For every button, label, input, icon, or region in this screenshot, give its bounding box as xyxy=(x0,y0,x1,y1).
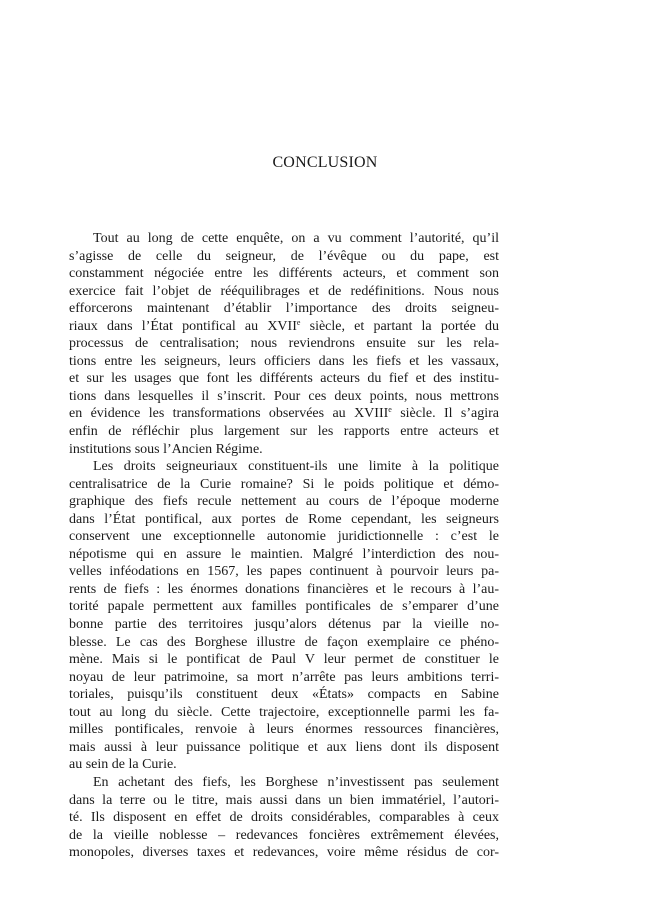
text-line: au sein de la Curie. xyxy=(69,757,177,773)
text-line: en évidence les transformations observées au XVIIIe siècle. Il s’agira xyxy=(69,405,499,422)
text-line: dans l’État pontifical, aux portes de Rome cependant, les seigneurs xyxy=(69,511,499,527)
text-line: Les droits seigneuriaux constituent-ils une limite à la politique xyxy=(93,459,499,475)
paragraph xyxy=(69,230,499,458)
text-line: tions dans lesquelles il s’inscrit. Pour ces deux points, nous mettrons xyxy=(69,388,499,404)
text-line: de la vieille noblesse – redevances foncières extrêmement élevées, xyxy=(69,827,499,843)
text-line: s’agisse de celle du seigneur, de l’évêque ou du pape, est xyxy=(69,248,499,264)
text-line: monopoles, diverses taxes et redevances, voire même résidus de cor- xyxy=(69,845,499,861)
text-line: noyau de leur patrimoine, sa mort n’arrête pas leurs ambitions terri- xyxy=(69,669,499,685)
document-body xyxy=(69,230,499,862)
text-line: exercice fait l’objet de rééquilibrages et de redéfinitions. Nous nous xyxy=(69,283,499,299)
text-line: enfin de réfléchir plus largement sur les rapports entre acteurs et xyxy=(69,424,499,440)
text-line: mais aussi à leur puissance politique et aux liens dont ils disposent xyxy=(69,739,499,755)
text-line: En achetant des fiefs, les Borghese n’investissent pas seulement xyxy=(93,774,499,790)
paragraph xyxy=(69,774,499,862)
text-line: Tout au long de cette enquête, on a vu comment l’autorité, qu’il xyxy=(93,231,499,246)
text-line: milles pontificales, renvoie à leurs énormes ressources financières, xyxy=(69,722,499,738)
text-line: tout au long du siècle. Cette trajectoire, exceptionnelle parmi les fa- xyxy=(69,704,499,720)
text-line: centralisatrice de la Curie romaine? Si le poids politique et démo- xyxy=(69,476,499,492)
text-line: riaux dans l’État pontifical au XVIIe siècle, et partant la portée du xyxy=(69,317,499,334)
paragraph xyxy=(69,458,499,774)
page-title xyxy=(0,154,650,172)
text-line: torité papale permettent aux familles pontificales de s’emparer d’une xyxy=(69,599,499,615)
text-line: conservent une exceptionnelle autonomie juridictionnelle : c’est le xyxy=(69,529,499,545)
text-line: dans la terre ou le titre, mais aussi dans un bien immatériel, l’autori- xyxy=(69,792,499,808)
text-line: efforcerons maintenant d’établir l’importance des droits seigneu- xyxy=(69,301,499,317)
text-line: toriales, puisqu’ils constituent deux «États» compacts en Sabine xyxy=(69,687,499,703)
text-line: graphique des fiefs recule nettement au cours de l’époque moderne xyxy=(69,494,499,510)
page-title-text: CONCLUSION xyxy=(272,154,378,171)
text-line: blesse. Le cas des Borghese illustre de façon exemplaire ce phéno- xyxy=(69,634,499,650)
text-line: mène. Mais si le pontificat de Paul V leur permet de constituer le xyxy=(69,652,499,668)
text-line: processus de centralisation; nous reviendrons ensuite sur les rela- xyxy=(69,336,499,352)
text-line: bonne partie des territoires jusqu’alors détenus par la vieille no- xyxy=(69,617,499,633)
text-line: et sur les usages que font les différents acteurs du fief et des institu- xyxy=(69,371,499,387)
text-line: institutions sous l’Ancien Régime. xyxy=(69,441,263,457)
text-line: népotisme qui en assure le maintien. Malgré l’interdiction des nou- xyxy=(69,546,499,562)
text-line: tions entre les seigneurs, leurs officiers dans les fiefs et les vassaux, xyxy=(69,353,499,369)
text-line: té. Ils disposent en effet de droits considérables, comparables à ceux xyxy=(69,810,499,826)
text-line: constamment négociée entre les différents acteurs, et comment son xyxy=(69,266,499,282)
text-line: velles inféodations en 1567, les papes continuent à pourvoir leurs pa- xyxy=(69,564,499,580)
text-line: rents de fiefs : les énormes donations financières et le recours à l’au- xyxy=(69,581,499,597)
